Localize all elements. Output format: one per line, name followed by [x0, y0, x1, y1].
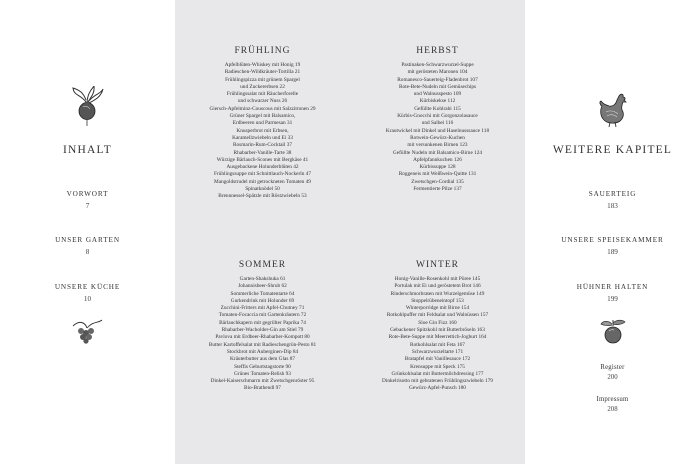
recipe-entry[interactable]: Bio-Brathendl 97: [244, 385, 281, 392]
toc-entry-page: 183: [607, 202, 618, 210]
recipe-entry[interactable]: Tomaten-Focaccia mit Gartenkräutern 72: [218, 312, 307, 319]
section-title: WINTER: [416, 260, 459, 270]
recipe-entry[interactable]: Schwarzwurzeltarte 171: [411, 348, 464, 355]
recipe-entry[interactable]: Portulak mit Ei und geröstetem Brot 146: [394, 283, 481, 290]
recipe-entry[interactable]: Sommerliche Tomatentarte 64: [230, 290, 295, 297]
recipe-entry[interactable]: Rotwein-Gewürz-Kuchen mit versunkenen Birnen 123: [407, 134, 468, 149]
hen-icon: [597, 92, 629, 128]
recipe-entry[interactable]: Gefüllte Nudeln mit Balsamico-Birne 124: [392, 149, 483, 156]
toc-entry-unser-garten[interactable]: [0, 236, 175, 256]
recipe-entry[interactable]: Bärlauchkapern mit gegrillter Paprika 74: [219, 319, 306, 326]
section-title: SOMMER: [238, 260, 287, 270]
toc-entry-title: Register: [600, 364, 625, 371]
recipe-entry[interactable]: Apfelblüten-Whiskey mit Honig 19: [224, 62, 301, 68]
recipe-entry[interactable]: Rhabarber-Vanille-Tarte 38: [233, 149, 292, 156]
toc-entry-page: 200: [607, 374, 618, 381]
recipe-entry[interactable]: Brennnessel-Spätzle mit Röstzwiebeln 53: [218, 193, 307, 200]
toc-entry-impressum[interactable]: [525, 396, 700, 413]
section-winter: [350, 260, 525, 393]
recipe-entry[interactable]: Gurkendrink mit Holunder 69: [230, 297, 295, 304]
right-column: [525, 0, 700, 464]
toc-entry-page: 7: [85, 202, 90, 210]
toc-entry-speisekammer[interactable]: [525, 236, 700, 256]
toc-entry-page: 10: [83, 295, 92, 303]
section-herbst: [350, 46, 525, 193]
section-fruehling: [175, 46, 350, 201]
recipe-entry[interactable]: Garten-Shakshuka 61: [239, 276, 286, 282]
section-sommer: [175, 260, 350, 393]
toc-entry-sauerteig[interactable]: [525, 190, 700, 210]
recipe-entry[interactable]: Kürbiskekse 112: [419, 98, 456, 105]
recipe-entry[interactable]: Pavlova mit Erdbeer-Rhabarber-Kompott 80: [215, 334, 310, 341]
recipe-list: [175, 62, 350, 201]
toc-entry-page: 208: [607, 406, 618, 413]
recipe-entry[interactable]: Bratapfel mit Vanillesauce 172: [404, 356, 471, 363]
recipe-entry[interactable]: Stockbrot mit Auberginen-Dip 84: [226, 348, 299, 355]
recipe-entry[interactable]: Gewürz-Apfel-Punsch 180: [409, 385, 466, 392]
recipe-entry[interactable]: Krensuppe mit Speck 175: [410, 363, 465, 370]
recipe-entry[interactable]: Kürbissuppe 128: [419, 164, 456, 171]
recipe-entry[interactable]: Honig-Vanille-Rosenkohl mit Püree 145: [394, 276, 481, 282]
recipe-entry[interactable]: Butter Kartoffelsalat mit Radieschengrün-Pesto 81: [208, 341, 317, 348]
toc-entry-title: UNSERE SPEISEKAMMER: [561, 236, 664, 244]
recipe-entry[interactable]: Würzige Bärlauch-Scones mit Bergkäse 41: [216, 156, 309, 163]
toc-entry-title: SAUERTEIG: [588, 190, 637, 198]
recipe-entry[interactable]: Rinderschmorbraten mit Wurzelgemüse 149: [390, 290, 485, 297]
toc-heading: INHALT: [63, 144, 112, 156]
recipe-list: [350, 276, 525, 393]
recipe-entry[interactable]: Rhabarber-Wacholder-Gin am Stiel 79: [221, 327, 304, 334]
recipe-entry[interactable]: Frühlingspizza mit grünem Spargel und Zuckererbsen 22: [225, 76, 300, 90]
recipe-entry[interactable]: Grünes Tomaten-Relish 93: [234, 370, 291, 377]
recipe-entry[interactable]: Stoppelrübeneintopf 153: [411, 297, 464, 304]
recipe-entry[interactable]: Zucchini-Fritters mit Apfel-Chutney 71: [220, 305, 305, 312]
recipe-entry[interactable]: Rosmarin-Rum-Cocktail 37: [233, 142, 292, 149]
recipe-entry[interactable]: Grüner Spargel mit Balsamico, Erdbeeren und Parmesan 31: [229, 113, 296, 127]
recipe-entry[interactable]: Radieschen-Wildkräuter-Tortilla 21: [224, 69, 301, 76]
recipe-entry[interactable]: Fermentierte Pilze 137: [413, 186, 462, 193]
recipe-entry[interactable]: Steffis Geburtstagstorte 90: [234, 363, 291, 370]
toc-entry-title: Impressum: [596, 396, 629, 403]
recipe-entry[interactable]: Zwetschgen-Cordial 135: [411, 178, 464, 185]
recipe-entry[interactable]: Spinatknödel 50: [245, 186, 280, 193]
grape-vine-icon: [71, 318, 103, 344]
recipe-entry[interactable]: Gebackener Spitzkohl mit Butterbröseln 163: [390, 327, 485, 334]
toc-entry-page: 189: [607, 248, 618, 256]
recipe-entry[interactable]: Giersch-Apfelminz-Couscous mit Salzzitronen 29: [209, 105, 316, 112]
recipe-entry[interactable]: Frühlingssuppe mit Schnittlauch-Nockerln 47: [214, 171, 311, 178]
toc-entry-page: 199: [607, 295, 618, 303]
apple-branch-icon: [599, 318, 627, 346]
toc-entry-title: UNSERE KÜCHE: [54, 283, 121, 291]
recipe-entry[interactable]: Frühlingssalat mit Räucherforelle und schwarzer Nuss 26: [226, 91, 299, 105]
recipe-list: [175, 276, 350, 393]
recipe-entry[interactable]: Krautwickel mit Dinkel und Haselnusssauce 118: [385, 127, 490, 134]
recipe-entry[interactable]: Dinkelrisotto mit gebratenen Frühlingszwiebeln 179: [382, 378, 493, 385]
recipe-entry[interactable]: Sloe Gin Fizz 160: [418, 319, 457, 326]
recipe-entry[interactable]: Johannisbeer-Shrub 62: [238, 283, 287, 290]
recipe-entry[interactable]: Grünkohlsalat mit Buttermilchdressing 177: [391, 370, 484, 377]
recipe-entry[interactable]: Kürbis-Gnocchi mit Gorgonzolasauce und Salbei 116: [397, 113, 478, 127]
recipe-entry[interactable]: Roggeneis mit Weißwein-Quitte 131: [398, 171, 477, 178]
section-title: FRÜHLING: [234, 46, 291, 56]
recipe-list: [350, 62, 525, 193]
recipe-entry[interactable]: Romanesco-Sauerteig-Fladenbrot 107: [397, 76, 478, 83]
recipe-entry[interactable]: Rote-Bete-Suppe mit Meerrettich-Joghurt 164: [388, 334, 487, 341]
recipe-entry[interactable]: Pastinaken-Schwarzwurzel-Suppe mit gerösteten Maronen 104: [401, 62, 474, 76]
recipe-entry[interactable]: Rote-Bete-Nudeln mit Gemüsechips und Walnusspesto 109: [398, 83, 477, 98]
toc-entry-title: HÜHNER HALTEN: [576, 283, 649, 291]
toc-entry-vorwort[interactable]: [0, 190, 175, 210]
chapters-panel: [175, 0, 525, 464]
recipe-entry[interactable]: Winterporridge mit Birne 154: [405, 305, 470, 312]
left-column: [0, 0, 175, 464]
recipe-entry[interactable]: Rotkohlpuffer mit Feldsalat und Walnüssen 157: [386, 312, 489, 319]
toc-entry-title: VORWORT: [66, 190, 109, 198]
recipe-entry[interactable]: Rotkohlsalat mit Feta 167: [410, 341, 465, 348]
recipe-entry[interactable]: Dinkel-Kaiserschmarrn mit Zwetschgenröster 95: [210, 378, 315, 385]
recipe-entry[interactable]: Kräuterbutter aus dem Glas 87: [229, 356, 295, 363]
toc-entry-register[interactable]: [525, 364, 700, 381]
recipe-entry[interactable]: Apfelpfannkuchen 126: [413, 156, 462, 163]
toc-entry-unsere-kueche[interactable]: [0, 283, 175, 303]
toc-entry-huehner-halten[interactable]: [525, 283, 700, 303]
beet-icon: [70, 86, 104, 126]
more-chapters-heading: WEITERE KAPITEL: [552, 144, 673, 156]
recipe-entry[interactable]: Ausgebackene Holunderblüten 42: [226, 164, 299, 171]
recipe-entry[interactable]: Gefüllte Kohlrabi 115: [414, 105, 461, 112]
toc-entry-title: UNSER GARTEN: [55, 236, 120, 244]
recipe-entry[interactable]: Mangoldstrudel mit getrockneten Tomaten 49: [214, 178, 311, 185]
toc-entry-page: 8: [85, 248, 90, 256]
recipe-entry[interactable]: Knusperbrot mit Erbsen, Karamellzwiebeln und Ei 33: [232, 127, 293, 141]
section-title: HERBST: [416, 46, 459, 56]
